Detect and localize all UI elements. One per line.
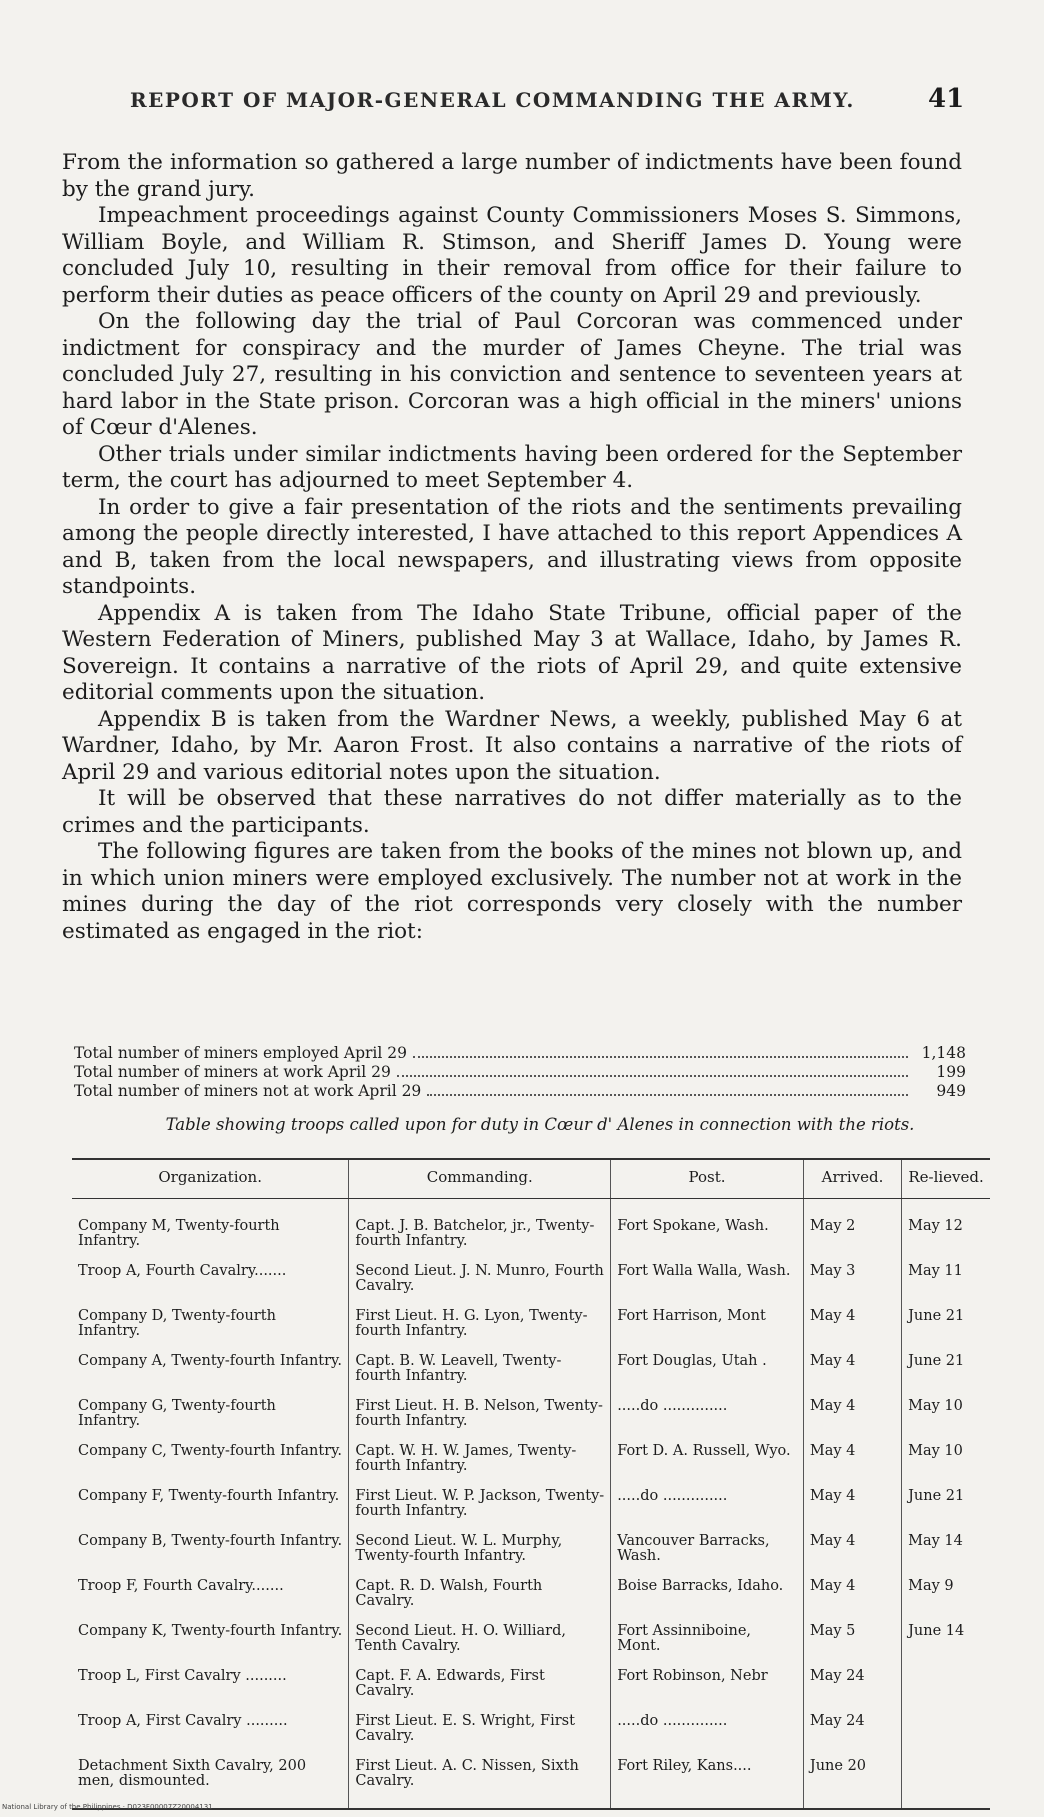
table-row	[72, 1258, 990, 1303]
cell-post: .....do ..............	[611, 1393, 804, 1438]
column-header-relieved: Re-lieved.	[902, 1159, 990, 1198]
table-caption: Table showing troops called upon for duty in Cœur d' Alenes in connection with the riots.	[165, 1115, 915, 1134]
cell-organization: Company D, Twenty-fourth Infantry.	[72, 1303, 349, 1348]
cell-commanding: First Lieut. W. P. Jackson, Twenty-fourth Infantry.	[349, 1483, 611, 1528]
cell-arrived: June 20	[803, 1753, 901, 1809]
cell-organization: Troop A, First Cavalry .........	[72, 1708, 349, 1753]
cell-commanding: Second Lieut. W. L. Murphy, Twenty-fourth Infantry.	[349, 1528, 611, 1573]
paragraph: In order to give a fair presentation of the riots and the sentiments prevailing among the people directly interested, I have attached to this report Appendices A and B, taken from the local newspapers, and illustrating views from opposite standpoints.	[62, 494, 962, 599]
cell-commanding: First Lieut. E. S. Wright, First Cavalry.	[349, 1708, 611, 1753]
paragraph: The following figures are taken from the books of the mines not blown up, and in which union miners were employed exclusively. The number not at work in the mines during the day of the riot corresponds very closely with the number estimated as engaged in the riot:	[62, 839, 962, 944]
table-row	[72, 1663, 990, 1708]
running-header: REPORT OF MAJOR-GENERAL COMMANDING THE ARMY.	[130, 88, 855, 112]
cell-post: Fort Robinson, Nebr	[611, 1663, 804, 1708]
cell-relieved: May 12	[908, 1217, 963, 1234]
total-row	[74, 1082, 966, 1101]
table-row	[72, 1393, 990, 1438]
cell-organization: Troop A, Fourth Cavalry.......	[72, 1258, 349, 1303]
cell-post: .....do ..............	[611, 1483, 804, 1528]
cell-post: Vancouver Barracks, Wash.	[611, 1528, 804, 1573]
cell-post: Fort Harrison, Mont	[611, 1303, 804, 1348]
cell-commanding: First Lieut. H. B. Nelson, Twenty-fourth Infantry.	[349, 1393, 611, 1438]
cell-relieved: June 21	[908, 1307, 965, 1324]
cell-arrived: May 4	[803, 1393, 901, 1438]
cell-arrived: May 2	[803, 1198, 901, 1258]
cell-post: Fort Assinniboine, Mont.	[611, 1618, 804, 1663]
cell-organization: Company C, Twenty-fourth Infantry.	[72, 1438, 349, 1483]
cell-post: Fort D. A. Russell, Wyo.	[611, 1438, 804, 1483]
cell-relieved	[902, 1708, 990, 1753]
table-row	[72, 1198, 990, 1258]
cell-commanding: Second Lieut. H. O. Williard, Tenth Cavalry.	[349, 1618, 611, 1663]
table-row	[72, 1483, 990, 1528]
paragraph: On the following day the trial of Paul Corcoran was commenced under indictment for conspiracy and the murder of James Cheyne. The trial was concluded July 27, resulting in his conviction and sentence to seventeen years at hard labor in the State prison. Corcoran was a high official in the miners' unions of Cœur d'Alenes.	[62, 309, 962, 440]
table-row	[72, 1348, 990, 1393]
cell-commanding: Capt. R. D. Walsh, Fourth Cavalry.	[349, 1573, 611, 1618]
cell-organization: Detachment Sixth Cavalry, 200 men, dismounted.	[72, 1753, 349, 1809]
troops-table-container	[72, 1158, 990, 1810]
cell-organization: Company F, Twenty-fourth Infantry.	[72, 1483, 349, 1528]
column-header-post: Post.	[611, 1159, 804, 1198]
column-header-organization: Organization.	[72, 1159, 349, 1198]
paragraph: It will be observed that these narratives do not differ materially as to the crimes and the participants.	[62, 786, 962, 838]
table-row	[72, 1573, 990, 1618]
cell-post: .....do ..............	[611, 1708, 804, 1753]
total-row	[74, 1063, 966, 1082]
cell-arrived: May 4	[803, 1348, 901, 1393]
cell-organization: Troop F, Fourth Cavalry.......	[72, 1573, 349, 1618]
cell-post: Fort Walla Walla, Wash.	[611, 1258, 804, 1303]
cell-organization: Troop L, First Cavalry .........	[72, 1663, 349, 1708]
cell-organization: Company B, Twenty-fourth Infantry.	[72, 1528, 349, 1573]
table-row	[72, 1618, 990, 1663]
paragraph: Appendix A is taken from The Idaho State Tribune, official paper of the Western Federation of Miners, published May 3 at Wallace, Idaho, by James R. Sovereign. It contains a narrative of the riots of April 29, and quite extensive editorial comments upon the situation.	[62, 600, 962, 705]
cell-commanding: Capt. B. W. Leavell, Twenty-fourth Infantry.	[349, 1348, 611, 1393]
table-row	[72, 1303, 990, 1348]
cell-arrived: May 4	[803, 1528, 901, 1573]
cell-commanding: First Lieut. H. G. Lyon, Twenty-fourth Infantry.	[349, 1303, 611, 1348]
scan-footer-note: National Library of the Philippines · D023F00007Z20004131	[2, 1803, 213, 1811]
table-header-row	[72, 1159, 990, 1198]
column-header-arrived: Arrived.	[803, 1159, 901, 1198]
total-label: Total number of miners employed April 29	[74, 1044, 407, 1062]
cell-commanding: Capt. F. A. Edwards, First Cavalry.	[349, 1663, 611, 1708]
cell-post: Boise Barracks, Idaho.	[611, 1573, 804, 1618]
total-value: 199	[936, 1063, 966, 1081]
cell-commanding: First Lieut. A. C. Nissen, Sixth Cavalry.	[349, 1753, 611, 1809]
troops-table	[72, 1158, 990, 1810]
cell-arrived: May 24	[803, 1663, 901, 1708]
page-number: 41	[928, 84, 965, 114]
paragraph: From the information so gathered a large number of indictments have been found by the grand jury.	[62, 150, 962, 202]
total-row	[74, 1044, 966, 1063]
cell-post: Fort Riley, Kans....	[611, 1753, 804, 1809]
total-label: Total number of miners at work April 29	[74, 1063, 391, 1081]
table-row	[72, 1708, 990, 1753]
cell-organization: Company M, Twenty-fourth Infantry.	[72, 1198, 349, 1258]
cell-post: Fort Spokane, Wash.	[611, 1198, 804, 1258]
paragraph: Impeachment proceedings against County Commissioners Moses S. Simmons, William Boyle, and William R. Stimson, and Sheriff James D. Young were concluded July 10, resulting in their removal from office for their failure to perform their duties as peace officers of the county on April 29 and previously.	[62, 203, 962, 308]
table-row	[72, 1528, 990, 1573]
table-row	[72, 1438, 990, 1483]
leader-dots	[427, 1094, 908, 1096]
cell-relieved	[902, 1753, 990, 1809]
cell-commanding: Second Lieut. J. N. Munro, Fourth Cavalry.	[349, 1258, 611, 1303]
column-header-commanding: Commanding.	[349, 1159, 611, 1198]
cell-commanding: Capt. W. H. W. James, Twenty-fourth Infantry.	[349, 1438, 611, 1483]
total-label: Total number of miners not at work April 29	[74, 1082, 422, 1100]
body-text	[62, 150, 962, 945]
cell-relieved: May 10	[908, 1442, 963, 1459]
cell-commanding: Capt. J. B. Batchelor, jr., Twenty-fourth Infantry.	[349, 1198, 611, 1258]
cell-relieved	[902, 1663, 990, 1708]
paragraph: Other trials under similar indictments having been ordered for the September term, the court has adjourned to meet September 4.	[62, 441, 962, 493]
cell-arrived: May 4	[803, 1573, 901, 1618]
cell-relieved: May 11	[908, 1262, 963, 1279]
cell-arrived: May 3	[803, 1258, 901, 1303]
cell-relieved: June 21	[908, 1352, 965, 1369]
cell-relieved: May 14	[908, 1532, 963, 1549]
cell-arrived: May 4	[803, 1483, 901, 1528]
cell-arrived: May 24	[803, 1708, 901, 1753]
total-value: 1,148	[921, 1044, 966, 1062]
cell-relieved: June 21	[908, 1487, 965, 1504]
cell-organization: Company A, Twenty-fourth Infantry.	[72, 1348, 349, 1393]
cell-post: Fort Douglas, Utah .	[611, 1348, 804, 1393]
total-value: 949	[936, 1082, 966, 1100]
cell-arrived: May 4	[803, 1438, 901, 1483]
leader-dots	[397, 1075, 908, 1077]
table-row	[72, 1753, 990, 1809]
cell-relieved: June 14	[908, 1622, 965, 1639]
paragraph: Appendix B is taken from the Wardner News, a weekly, published May 6 at Wardner, Idaho, by Mr. Aaron Frost. It also contains a narrative of the riots of April 29 and various editorial notes upon the situation.	[62, 706, 962, 785]
cell-relieved: May 9	[908, 1577, 954, 1594]
cell-arrived: May 4	[803, 1303, 901, 1348]
cell-organization: Company G, Twenty-fourth Infantry.	[72, 1393, 349, 1438]
leader-dots	[413, 1056, 908, 1058]
cell-organization: Company K, Twenty-fourth Infantry.	[72, 1618, 349, 1663]
cell-relieved: May 10	[908, 1397, 963, 1414]
miner-totals	[74, 1044, 966, 1101]
cell-arrived: May 5	[803, 1618, 901, 1663]
